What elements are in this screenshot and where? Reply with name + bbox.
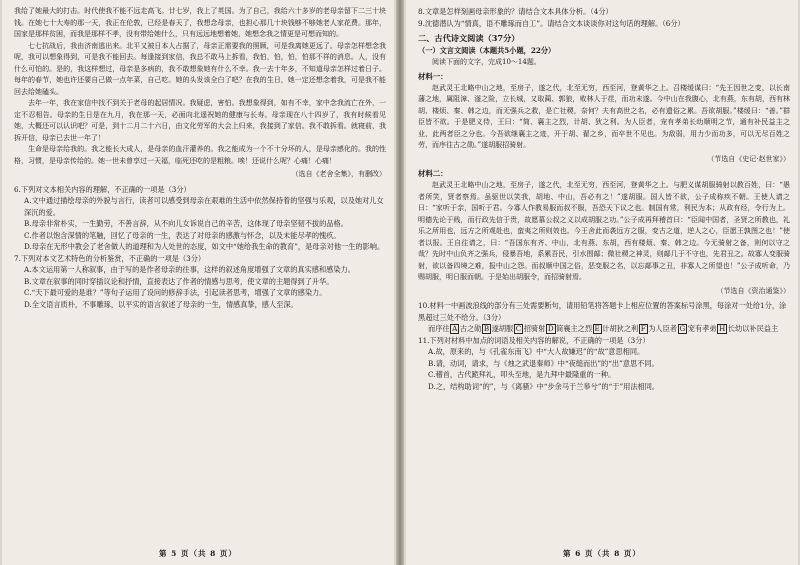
question-7-option-d: D.全文语言质朴，不事雕琢，以平实的语言叙述了母亲的一生，情感真挚，感人至深。 <box>24 299 298 309</box>
q10-segment: 为人臣者 <box>648 324 677 333</box>
question-6-option-c: C.作者以饱含深情的笔触，回忆了母亲的一生，表达了对母亲的感激与怀念，以及未能尽孝的愧疚。 <box>24 230 341 240</box>
right-page-footer: 第 6 页（共 8 页） <box>563 549 641 558</box>
question-6-option-a: A.文中通过描绘母亲的外貌与言行，读者可以感受到母亲在艰难的生活中依然保持着的坚强与乐观，以及她对儿女深沉的爱。 <box>24 196 384 217</box>
question-7-option-c: C.“天下最可爱的是谁？”等句子运用了设问的修辞手法，引起读者思考，增强了文章的感染力。 <box>24 288 327 297</box>
question-11-stem: 11.下列对材料中加点的词语及相关内容的解说，不正确的一项是（3分） <box>418 335 650 345</box>
right-column <box>418 6 790 541</box>
q10-segment: 遂胡服 <box>491 324 514 333</box>
q10-box-b[interactable]: B <box>483 324 490 333</box>
right-page <box>406 0 798 565</box>
material-1-source: （节选自《史记·赵世家》） <box>707 154 790 163</box>
question-7-stem: 7.下列对本文艺术特色的分析鉴赏，不正确的一项是（3分） <box>14 253 206 263</box>
q10-segment: 宠有孝弟 <box>687 324 717 333</box>
q10-segment: 招骑射 <box>523 324 546 333</box>
question-10-sentence <box>418 323 790 335</box>
passage-paragraph-2: 七七抗战后，我由济南逃出来。北平又被日本人占据了，母亲正需要我的照顾，可是我离她更远了。母亲怎样想念我呢，我可以想象得到，可是我不能回去。每逢接到家信，我总不敢马上拆看，我怕，怕，怕，怕那不祥的消息。人，没有什么可怕的。是的，我这样想过，母亲是多病的，我不敢想象她有什么不幸。我一去十年多，不知道母亲怎样过着日子。每年的春节，她也许还要自己做一点年菜，自己吃。她的头发该全白了吧？在我的生日，她一定还想念着我，可是我不能回去给她磕头。 <box>14 41 386 96</box>
left-page-footer: 第 5 页（共 8 页） <box>159 549 237 558</box>
question-9: 9.沈德潜认为“情真，语不雕琢而自工”。请结合文本谈谈你对这句话的理解。（6分） <box>418 18 685 28</box>
question-8: 8.文章是怎样刻画母亲形象的？请结合文本具体分析。（4分） <box>418 7 613 16</box>
question-6-option-b: B.母亲非常朴实，一生勤劳，不善言辞，从不向儿女诉说自己的辛苦，这体现了母亲坚韧不拔的品格。 <box>24 219 348 228</box>
subsection-title: （一）文言文阅读（本题共5小题，22分） <box>418 46 556 55</box>
question-6-option-d: D.母亲在无形中教会了老舍做人的道理和为人处世的态度，如文中“她给我生命的教育”，是母亲对他一生的影响。 <box>24 242 385 251</box>
question-7-option-a: A.本文运用第一人称叙事，由于写的是作者母亲的往事，这样的叙述角度增强了文章的真实感和感染力。 <box>24 265 355 274</box>
question-11-option-d: D.之，结构助词“的”，与《离骚》中“步余马于兰皋兮”的“于”用法相同。 <box>428 381 660 391</box>
q10-box-h[interactable]: H <box>719 324 726 333</box>
question-10-stem: 10.材料一中画波浪线的部分有三处需要断句，请用铅笔将答题卡上相应位置的答案标号涂黑，每涂对一处给1分，涂黑超过三处不给分。（3分） <box>418 301 787 322</box>
question-11-option-b: B.请，动词，请求，与《烛之武退秦师》中“夜缒而出”的“出”意思不同。 <box>428 358 659 368</box>
q10-segment: 计胡狄之利 <box>602 324 639 333</box>
q10-segment-end: 以补民益主 <box>742 324 779 333</box>
section-title: 二、古代诗文阅读（37分） <box>418 33 520 43</box>
q10-box-a[interactable]: A <box>452 324 458 333</box>
material-2-label: 材料二： <box>418 169 448 178</box>
q10-segment: 长幼 <box>727 324 743 333</box>
question-6-stem: 6.下列对文本相关内容的理解，不正确的一项是（3分） <box>14 184 191 194</box>
q10-segment: 而序往 <box>428 324 450 333</box>
reading-instruction: 阅读下面的文字，完成10～14题。 <box>432 58 541 66</box>
material-2-source: （节选自《资治通鉴》） <box>716 286 790 295</box>
q10-box-g[interactable]: G <box>679 324 686 333</box>
q10-box-c[interactable]: C <box>515 324 522 333</box>
book-gutter <box>396 0 404 565</box>
q10-segment: 简襄主之烈 <box>556 324 593 333</box>
passage-paragraph-4: 生命是母亲给我的。我之能长大成人，是母亲的血汗灌养的。我之能成为一个不十分坏的人，是母亲感化的。我的性格，习惯，是母亲传给的。她一世未曾享过一天福，临死还吃的是粗粮。唉！还说什么呢？心痛！心痛！ <box>14 145 386 165</box>
material-2-text: 赵武灵王北略中山之地，至房子，遂之代，北至无穷，西至河，登黄华之上。与肥义谋胡服骑射以教百姓，曰：“愚者所笑，贤者察焉。虽驱世以笑我，胡地、中山，吾必有之！”遂胡服。国人皆不欲，公子成称疾不朝。王使人请之曰：“家听于亲，国听于君。今寡人作教易服而叔不服，吾恐天下议之也。制国有常，利民为本；从政有经，令行为上。明德先论于贱，而行政先信于贵，故愿慕公叔之义以成胡服之功。”公子成再拜稽首曰：“臣闻中国者，圣贤之所教也，礼乐之所用也，远方之所观赴也，蛮夷之所则效也。今王舍此而袭远方之服，变古之道，逆人之心，臣愿王孰图之也！”使者以报。王自往请之，曰：“吾国东有齐、中山，北有燕、东胡，西有楼烦、秦、韩之边。今无骑射之备，则何以守之哉？先时中山负齐之强兵，侵暴吾地，系累吾民，引水围鄗；微社稷之神灵，则鄗几于不守也，先君丑之。故寡人变服骑射，欲以备四境之难，报中山之怨。而叔顺中国之俗，恶变服之名，以忘鄗事之丑，非寡人之所望也！”公子成听命，乃赐胡服，明日服而朝。于是始出胡服令，而招骑射焉。 <box>418 181 790 281</box>
question-11-option-c: C.稽首，古代跪拜礼，叩头至地，是九拜中最隆重的一种。 <box>428 370 616 379</box>
q10-box-f[interactable]: F <box>640 324 646 333</box>
left-page <box>2 0 394 565</box>
material-1-label: 材料一： <box>418 71 448 81</box>
question-7-option-b: B.文章在叙事的同时穿插议论和抒情，直接表达了作者的情感与思考，使文章的主题得到了升华。 <box>24 276 334 286</box>
q10-box-e[interactable]: E <box>594 324 600 333</box>
material-1-text: 赵武灵王北略中山之地，至房子，遂之代，北至无穷，西至河，登黄华之上。召楼缓谋曰：“先王因世之变，以长南藩之地，属阻漳、滏之险，立长城，又取蔺、郭狼，败林人于荏，而功未遂。今中山在我腹心，北有燕，东有胡，西有林胡、楼烦、秦、韩之边，而无强兵之救，是亡社稷，奈何？夫有高世之名，必有遗俗之累。吾欲胡服。”楼缓曰：“善。”群臣皆不欲。于是肥义侍，王曰：“简、襄主之烈，计胡、狄之利。为人臣者，宠有孝弟长幼顺明之节，通有补民益主之业，此两者臣之分也。今吾欲继襄主之迹，开于胡、翟之乡，而卒世不见也。为敌弱，用力少而功多，可以无尽百姓之劳，而序往古之勋。”遂胡服招骑射。 <box>418 83 790 149</box>
left-column <box>14 6 386 541</box>
passage-paragraph-1: 我给了她最大的打击。时代使我不能不远走高飞。廿七岁，我上了英国。为了自己，我给六十多岁的老母亲留下二三十块钱。在她七十大寿的那一天，我正在伦敦，已经是春天了，我想念母亲，也担心那几十块钱够不够她老人家花费。那年，国家是那样贫困，而我是那样不孝，没有带给她什么，只有远远地想着她，她想念我之情更是可想而知的。 <box>14 7 386 38</box>
q10-box-d[interactable]: D <box>547 324 554 333</box>
q10-segment: 古之勋 <box>459 324 482 333</box>
question-11-option-a: A.故，原来的，与《孔雀东南飞》中“大人故嫌迟”的“故”意思相同。 <box>428 347 645 356</box>
passage-source: （选自《老舍全集》，有删改） <box>291 170 386 178</box>
passage-paragraph-3: 去年一年，我在家信中找不到关于老母的起居情况。我疑虑，害怕。我想象得到，如有不幸，家中念我流亡在外，一定不忍相告。母亲的生日是在九月，我在那一天，必面向北遥祝她的健康与长寿。母亲现在八十四岁了，我有时候看见她，大概还可以认识吧？可是，到十二月二十六日，由文化劳军的大会上归来，我接到了家信。我不敢拆看。就寝前，我拆开信，母亲已去世一年了！ <box>14 99 386 142</box>
